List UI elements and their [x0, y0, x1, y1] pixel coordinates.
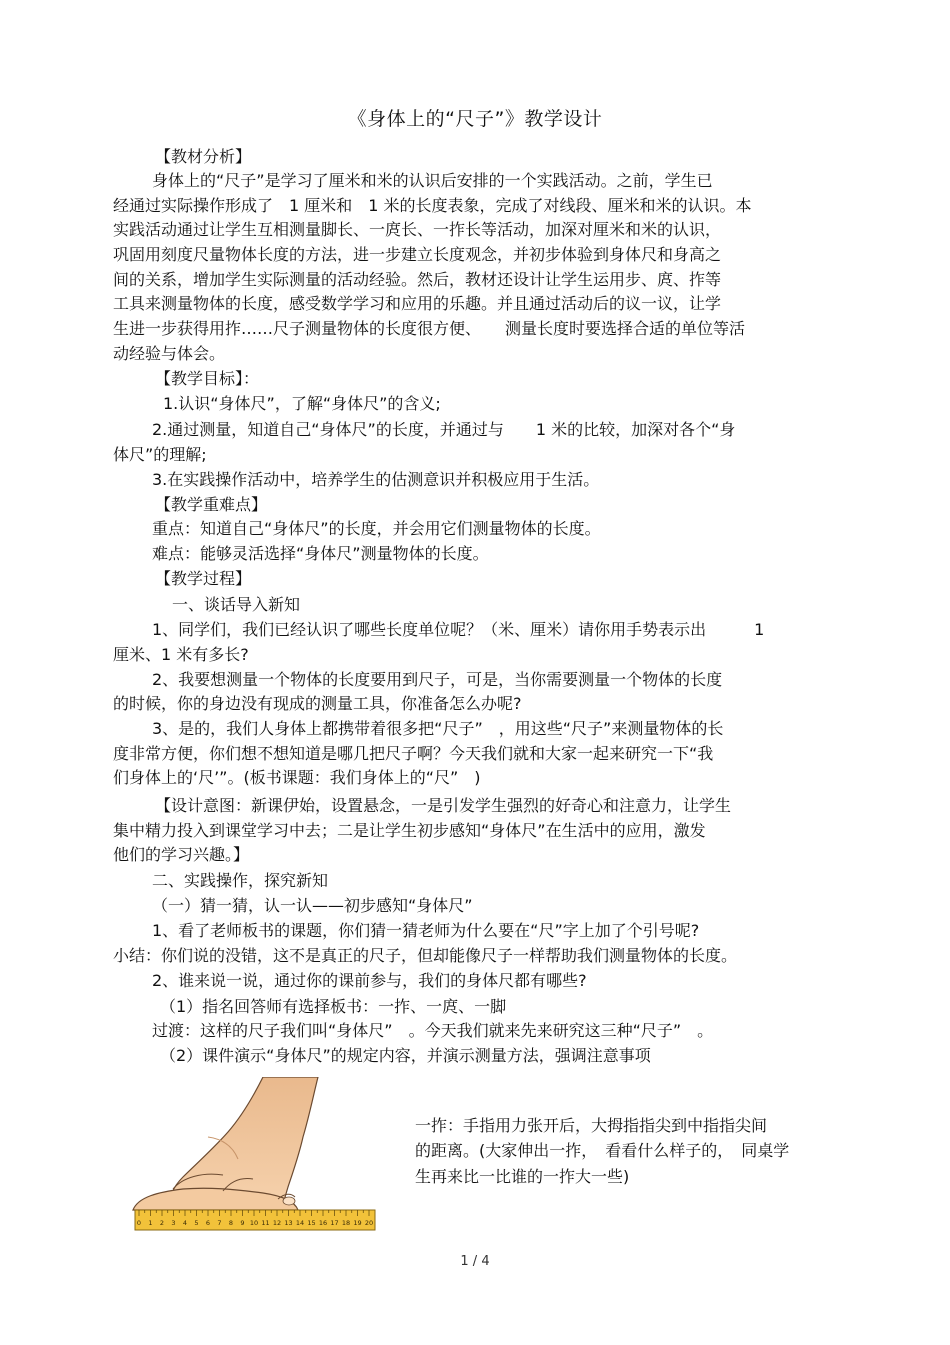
text-line: 3、是的，我们人身体上都携带着很多把“尺子” ，用这些“尺子”来测量物体的长 — [152, 719, 724, 738]
figure-caption-line: 一拃：手指用力张开后，大拇指指尖到中指指尖间 — [415, 1116, 768, 1135]
ruler-label: 2 — [159, 1219, 165, 1227]
text-line: （2）课件演示“身体尺”的规定内容，并演示测量方法，强调注意事项 — [160, 1046, 651, 1065]
text-line: 重点：知道自己“身体尺”的长度，并会用它们测量物体的长度。 — [152, 519, 601, 538]
ruler-label: 0 — [136, 1219, 142, 1227]
figure-caption-line: 的距离。(大家伸出一拃， 看看什么样子的， 同桌学 — [415, 1141, 790, 1160]
text-line: 工具来测量物体的长度，感受数学学习和应用的乐趣。并且通过活动后的议一议，让学 — [113, 294, 722, 313]
ruler-label: 1 — [148, 1219, 153, 1227]
text-line: 经通过实际操作形成了 1 厘米和 1 米的长度表象，完成了对线段、厘米和米的认识。本 — [113, 196, 752, 215]
ruler-label: 14 — [295, 1219, 305, 1227]
text-line: （1）指名回答师有选择板书：一拃、一庹、一脚 — [160, 997, 507, 1016]
ruler-label: 6 — [205, 1219, 211, 1227]
page-title: 《身体上的“尺子”》教学设计 — [347, 108, 603, 130]
text-line: 二、实践操作，探究新知 — [152, 871, 329, 890]
text-line: 【教材分析】 — [155, 147, 252, 166]
text-line: 2、谁来说一说，通过你的课前参与，我们的身体尺都有哪些? — [152, 971, 587, 990]
text-line: 他们的学习兴趣。】 — [113, 845, 250, 864]
ruler-label: 7 — [217, 1219, 222, 1227]
ruler-label: 19 — [353, 1219, 362, 1227]
text-line: 生进一步获得用拃……尺子测量物体的长度很方便、 测量长度时要选择合适的单位等活 — [113, 319, 746, 338]
text-line: 度非常方便，你们想不想知道是哪几把尺子啊？今天我们就和大家一起来研究一下“我 — [113, 744, 714, 763]
text-line: 3.在实践操作活动中，培养学生的估测意识并积极应用于生活。 — [152, 470, 600, 489]
ruler-label: 13 — [284, 1219, 293, 1227]
text-line: 小结：你们说的没错，这不是真正的尺子，但却能像尺子一样帮助我们测量物体的长度。 — [113, 946, 738, 965]
text-line: 【教学过程】 — [155, 569, 252, 588]
hand-measure-illustration — [113, 1077, 399, 1237]
ruler-label: 3 — [171, 1219, 176, 1227]
text-line: 【设计意图：新课伊始，设置悬念，一是引发学生强烈的好奇心和注意力，让学生 — [155, 796, 732, 815]
ruler-label: 11 — [261, 1219, 270, 1227]
text-line: 【教学目标】： — [155, 369, 260, 388]
ruler-label: 8 — [228, 1219, 234, 1227]
text-line: 间的关系，增加学生实际测量的活动经验。然后，教材还设计让学生运用步、庹、拃等 — [113, 270, 722, 289]
text-line: 集中精力投入到课堂学习中去；二是让学生初步感知“身体尺”在生活中的应用，激发 — [113, 821, 706, 840]
text-line: 实践活动通过让学生互相测量脚长、一庹长、一拃长等活动，加深对厘米和米的认识， — [113, 220, 722, 239]
hand-ruler-figure — [113, 1077, 399, 1237]
text-line: 一、谈话导入新知 — [172, 595, 301, 614]
text-line: 们身体上的‘尺’”。(板书课题：我们身体上的“尺” ) — [113, 768, 481, 787]
text-line: 动经验与体会。 — [113, 344, 226, 363]
text-line: 身体上的“尺子”是学习了厘米和米的认识后安排的一个实践活动。之前，学生已 — [152, 171, 713, 190]
text-line: 1、同学们，我们已经认识了哪些长度单位呢？（米、厘米）请你用手势表示出 1 — [152, 620, 765, 639]
text-line: 过渡：这样的尺子我们叫“身体尺” 。今天我们就来先来研究这三种“尺子” 。 — [152, 1021, 714, 1040]
ruler-label: 4 — [182, 1219, 188, 1227]
ruler-label: 18 — [341, 1219, 351, 1227]
page-number: 1 / 4 — [460, 1254, 490, 1269]
ruler-label: 10 — [249, 1219, 259, 1227]
figure-caption-line: 生再来比一比谁的一拃大一些) — [415, 1167, 630, 1186]
ruler-label: 12 — [272, 1219, 282, 1227]
text-line: 1.认识“身体尺”，了解“身体尺”的含义; — [163, 394, 441, 413]
text-line: 2.通过测量，知道自己“身体尺”的长度，并通过与 1 米的比较，加深对各个“身 — [152, 420, 736, 439]
text-line: 体尺”的理解; — [113, 445, 207, 464]
text-line: 难点：能够灵活选择“身体尺”测量物体的长度。 — [152, 544, 489, 563]
text-line: 的时候，你的身边没有现成的测量工具，你准备怎么办呢? — [113, 694, 522, 713]
ruler-label: 16 — [318, 1219, 328, 1227]
ruler-label: 5 — [194, 1219, 199, 1227]
text-line: 2、我要想测量一个物体的长度要用到尺子，可是，当你需要测量一个物体的长度 — [152, 670, 723, 689]
ruler-label: 20 — [364, 1219, 374, 1227]
text-line: 厘米、1 米有多长? — [113, 645, 249, 664]
text-line: （一）猜一猜，认一认——初步感知“身体尺” — [152, 896, 473, 915]
text-line: 巩固用刻度尺量物体长度的方法，进一步建立长度观念，并初步体验到身体尺和身高之 — [113, 245, 722, 264]
ruler-label: 15 — [307, 1219, 316, 1227]
text-line: 【教学重难点】 — [155, 495, 268, 514]
ruler-label: 17 — [330, 1219, 339, 1227]
text-line: 1、看了老师板书的课题，你们猜一猜老师为什么要在“尺”字上加了个引号呢? — [152, 921, 700, 940]
ruler-label: 9 — [240, 1219, 245, 1227]
